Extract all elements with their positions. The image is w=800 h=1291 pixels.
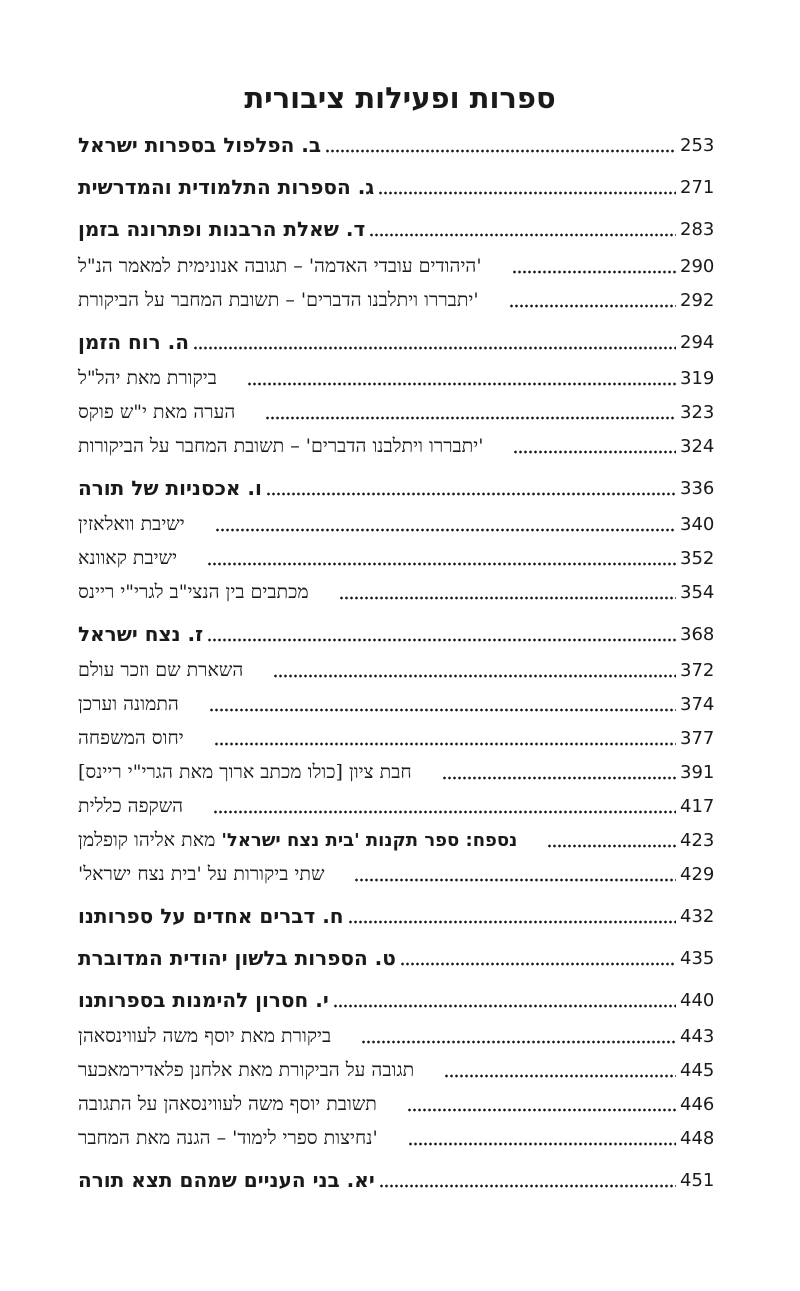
page-number: 368 [680,623,715,645]
entry-title: ז. נצח ישראל [78,622,204,646]
leader-dots [354,878,676,882]
entry-title: התמונה וערכן [78,692,179,715]
page-number: 377 [680,727,715,749]
toc-sub-entry [78,721,720,755]
toc-sub-entry [78,1019,720,1053]
leader-dots [408,1142,676,1146]
entry-title: 'היהודים עובדי האדמה' – תגובה אנונימית למאמר הנ"ל [78,254,482,277]
leader-dots [348,920,676,924]
entry-title: ו. אכסניות של תורה [78,476,262,500]
toc-sub-entry [78,283,720,317]
page-number: 451 [680,1169,715,1191]
entry-title: הערה מאת י"ש פוקס [78,400,236,423]
entry-title: השקפה כללית [78,794,184,817]
toc-chapter-entry [78,899,720,933]
page-number: 253 [680,134,715,156]
entry-title: ביקורת מאת יהל"ל [78,366,217,389]
toc-sub-entry [78,1053,720,1087]
toc-sub-entry [78,653,720,687]
page-number: 292 [680,289,715,311]
leader-dots [378,191,676,195]
entry-title-bold: נספח: ספר תקנות 'בית נצח ישראל' [221,829,518,851]
entry-title: יחוס המשפחה [78,726,184,749]
leader-dots [547,844,676,848]
toc-chapter-entry [78,128,720,162]
toc-sub-entry [78,361,720,395]
page-number: 423 [680,829,715,851]
leader-dots [209,708,676,712]
entry-title: 'נחיצות ספרי לימוד' – הגנה מאת המחבר [78,1126,378,1149]
toc-sub-entry [78,755,720,789]
page-number: 352 [680,547,715,569]
leader-dots [247,382,676,386]
entry-title: ביקורת מאת יוסף משה לעווינסאהן [78,1024,332,1047]
entry-title: ח. דברים אחדים על ספרותנו [78,904,344,928]
toc-sub-entry [78,789,720,823]
page-number: 323 [680,401,715,423]
page-number: 417 [680,795,715,817]
toc-chapter-entry [78,1163,720,1197]
page-number: 290 [680,255,715,277]
toc-sub-entry [78,395,720,429]
entry-title: ישיבת קאוונא [78,546,178,569]
leader-dots [444,1074,676,1078]
toc-sub-entry [78,249,720,283]
entry-title: חבת ציון [כולו מכתב ארוך מאת הגרי"י ריינס] [78,760,412,783]
leader-dots [361,1040,676,1044]
toc-sub-entry [78,1121,720,1155]
entry-title: שתי ביקורות על 'בית נצח ישראל' [78,862,325,885]
page-number: 443 [680,1025,715,1047]
leader-dots [369,233,676,237]
leader-dots [339,596,676,600]
page-number: 319 [680,367,715,389]
leader-dots [213,810,676,814]
page-number: 432 [680,905,715,927]
leader-dots [325,149,676,153]
entry-title: ט. הספרות בלשון יהודית המדוברת [78,946,396,970]
page-number: 435 [680,947,715,969]
leader-dots [379,1184,676,1188]
leader-dots [442,776,676,780]
leader-dots [215,528,676,532]
leader-dots [513,450,676,454]
toc-sub-entry [78,575,720,609]
page-number: 446 [680,1093,715,1115]
toc-sub-entry [78,687,720,721]
leader-dots [265,416,676,420]
leader-dots [407,1108,676,1112]
leader-dots [333,1004,676,1008]
entry-title: 'יתבררו ויתלבנו הדברים' – תשובת המחבר על הביקורות [78,434,484,457]
page-number: 294 [680,331,715,353]
leader-dots [400,962,676,966]
entry-title: ישיבת וואלאזין [78,512,185,535]
entry-title: יא. בני העניים שמהם תצא תורה [78,1168,375,1192]
page-number: 445 [680,1059,715,1081]
toc-sub-entry [78,823,720,857]
toc-sub-entry [78,507,720,541]
leader-dots [214,742,676,746]
leader-dots [273,674,676,678]
leader-dots [207,562,676,566]
toc-chapter-entry [78,471,720,505]
entry-title: 'יתבררו ויתלבנו הדברים' – תשובת המחבר על הביקורת [78,288,479,311]
entry-title: השארת שם וזכר עולם [78,658,244,681]
page-number: 374 [680,693,715,715]
page-number: 354 [680,581,715,603]
page-number: 324 [680,435,715,457]
toc-sub-entry [78,857,720,891]
toc-sub-entry [78,541,720,575]
entry-title: מכתבים בין הנצי"ב לגרי"י ריינס [78,580,309,603]
toc-chapter-entry [78,170,720,204]
page-number: 340 [680,513,715,535]
entry-title: ב. הפלפול בספרות ישראל [78,133,322,157]
toc-sub-entry [78,429,720,463]
page-number: 372 [680,659,715,681]
leader-dots [193,346,676,350]
entry-title: ה. רוח הזמן [78,330,189,354]
page-number: 391 [680,761,715,783]
toc-chapter-entry [78,617,720,651]
entry-title: תשובת יוסף משה לעווינסאהן על התגובה [78,1092,377,1115]
toc-chapter-entry [78,983,720,1017]
leader-dots [509,304,676,308]
entry-title: י. חסרון להימנות בספרותנו [78,988,329,1012]
toc-chapter-entry [78,212,720,246]
page-number: 336 [680,477,715,499]
entry-title: ד. שאלת הרבנות ופתרונה בזמן [78,217,366,241]
toc-chapter-entry [78,325,720,359]
page-number: 448 [680,1127,715,1149]
leader-dots [266,492,676,496]
entry-title: ג. הספרות התלמודית והמדרשית [78,175,375,199]
page-number: 429 [680,863,715,885]
toc-chapter-entry [78,941,720,975]
entry-title: נספח: ספר תקנות 'בית נצח ישראל' מאת אליהו קופלמן [78,828,518,851]
page-number: 271 [680,176,715,198]
toc-sub-entry [78,1087,720,1121]
leader-dots [207,638,676,642]
page-number: 440 [680,989,715,1011]
page-title: ספרות ופעילות ציבורית [244,81,556,115]
leader-dots [512,270,676,274]
page-number: 283 [680,218,715,240]
entry-title: תגובה על הביקורת מאת אלחנן פלאדירמאכער [78,1058,415,1081]
